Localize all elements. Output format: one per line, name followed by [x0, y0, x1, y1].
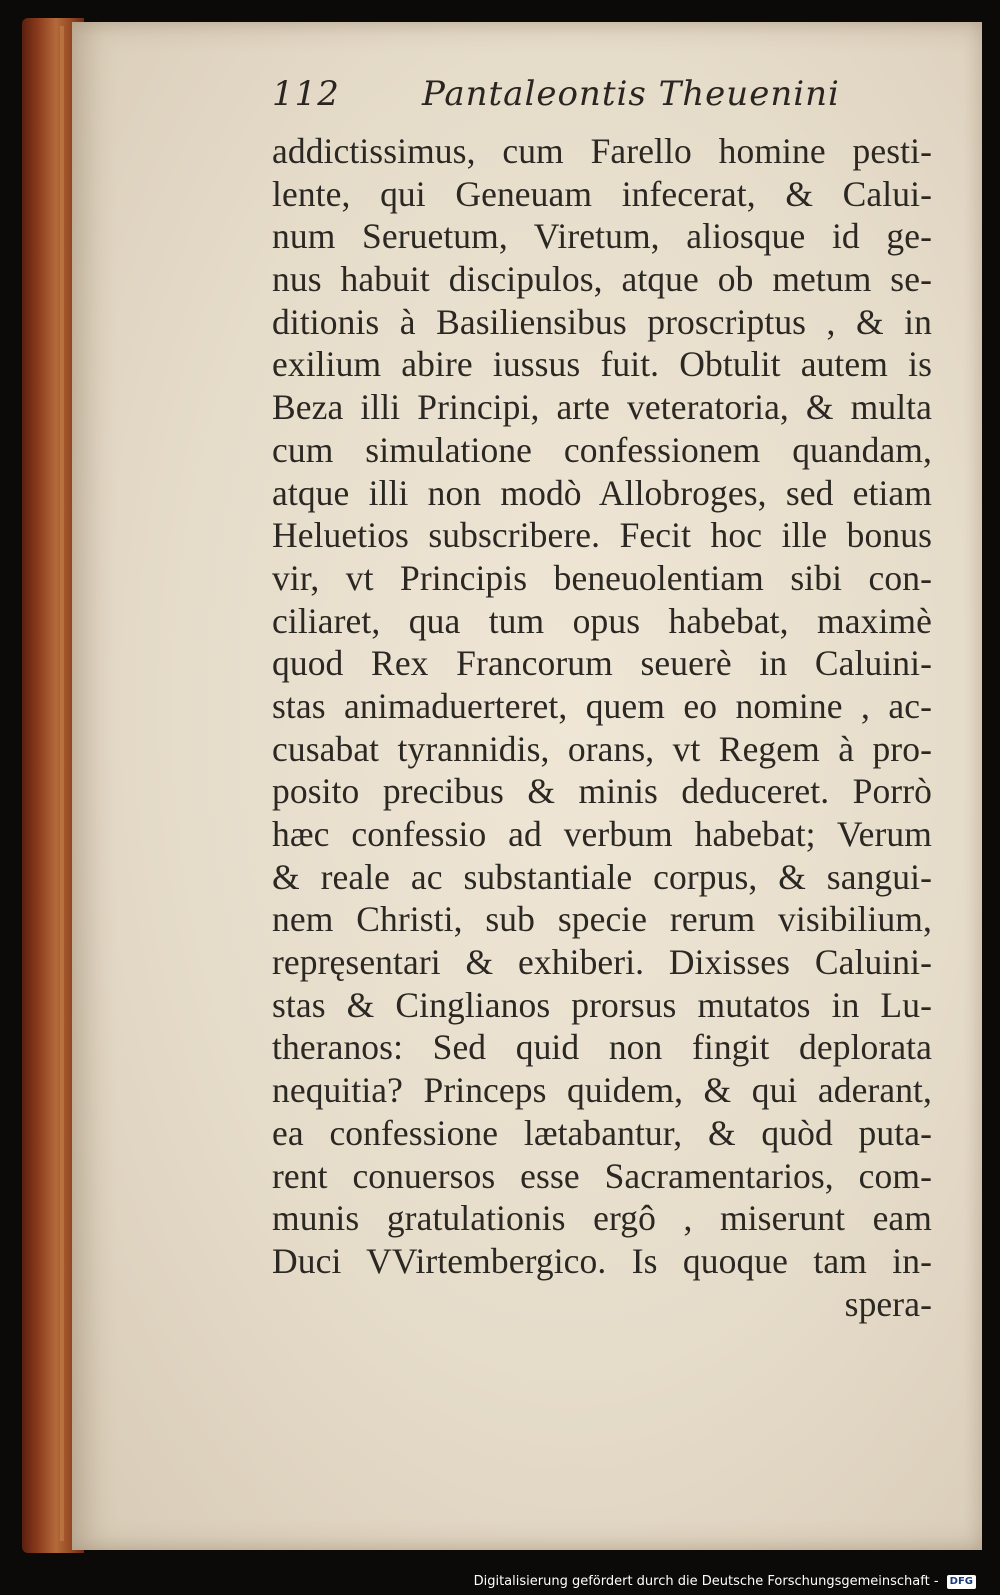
catchword: spera-: [844, 1283, 932, 1324]
text-line: rent conuersos esse Sacramentarios, com-: [272, 1155, 932, 1196]
text-line: ciliaret, qua tum opus habebat, maximè: [272, 600, 932, 641]
text-line: exilium abire iussus fuit. Obtulit autem is: [272, 344, 932, 385]
page-edge-highlight: [60, 26, 64, 1541]
text-line: nem Christi, sub specie rerum visibilium,: [272, 899, 932, 940]
text-line: stas animaduerteret, quem eo nomine , ac-: [272, 685, 932, 726]
text-line: nus habuit discipulos, atque ob metum se-: [272, 259, 932, 300]
running-head: [272, 74, 922, 122]
page-number: 112: [272, 74, 340, 114]
footer-credit: [474, 1571, 976, 1593]
text-line: Beza illi Principi, arte veteratoria, & multa: [272, 387, 932, 428]
text-line: cum simulatione confessionem quandam,: [272, 429, 932, 470]
text-line: repręsentari & exhiberi. Dixisses Caluini-: [272, 942, 932, 983]
text-line: atque illi non modò Allobroges, sed etiam: [272, 472, 932, 513]
text-line: theranos: Sed quid non fingit deplorata: [272, 1027, 932, 1068]
text-line: ditionis à Basiliensibus proscriptus , & in: [272, 301, 932, 342]
text-line: ea confessione lætabantur, & quòd puta-: [272, 1112, 932, 1153]
text-line: num Seruetum, Viretum, aliosque id ge-: [272, 216, 932, 257]
text-line: nequitia? Princeps quidem, & qui aderant,: [272, 1070, 932, 1111]
text-line: stas & Cinglianos prorsus mutatos in Lu-: [272, 984, 932, 1025]
footer-text: Digitalisierung gefördert durch die Deutsche Forschungsgemeinschaft -: [473, 1574, 939, 1589]
running-head-title: Pantaleontis Theuenini: [422, 74, 840, 114]
text-line: Heluetios subscribere. Fecit hoc ille bonus: [272, 515, 932, 556]
text-line: addictissimus, cum Farello homine pesti-: [272, 131, 932, 171]
text-line: lente, qui Geneuam infecerat, & Calui-: [272, 173, 932, 214]
dfg-logo: DFG: [947, 1575, 976, 1589]
text-line: Duci VVirtembergico. Is quoque tam in-: [272, 1240, 932, 1281]
text-block: [272, 130, 932, 1325]
text-line: posito precibus & minis deduceret. Porrò: [272, 771, 932, 812]
text-line: hæc confessio ad verbum habebat; Verum: [272, 814, 932, 854]
text-line: vir, vt Principis beneuolentiam sibi con-: [272, 557, 932, 598]
text-line: & reale ac substantiale corpus, & sangui-: [272, 856, 932, 897]
text-line: cusabat tyrannidis, orans, vt Regem à pro-: [272, 728, 932, 769]
text-line: quod Rex Francorum seuerè in Caluini-: [272, 643, 932, 684]
text-line: munis gratulationis ergô , miserunt eam: [272, 1198, 932, 1239]
